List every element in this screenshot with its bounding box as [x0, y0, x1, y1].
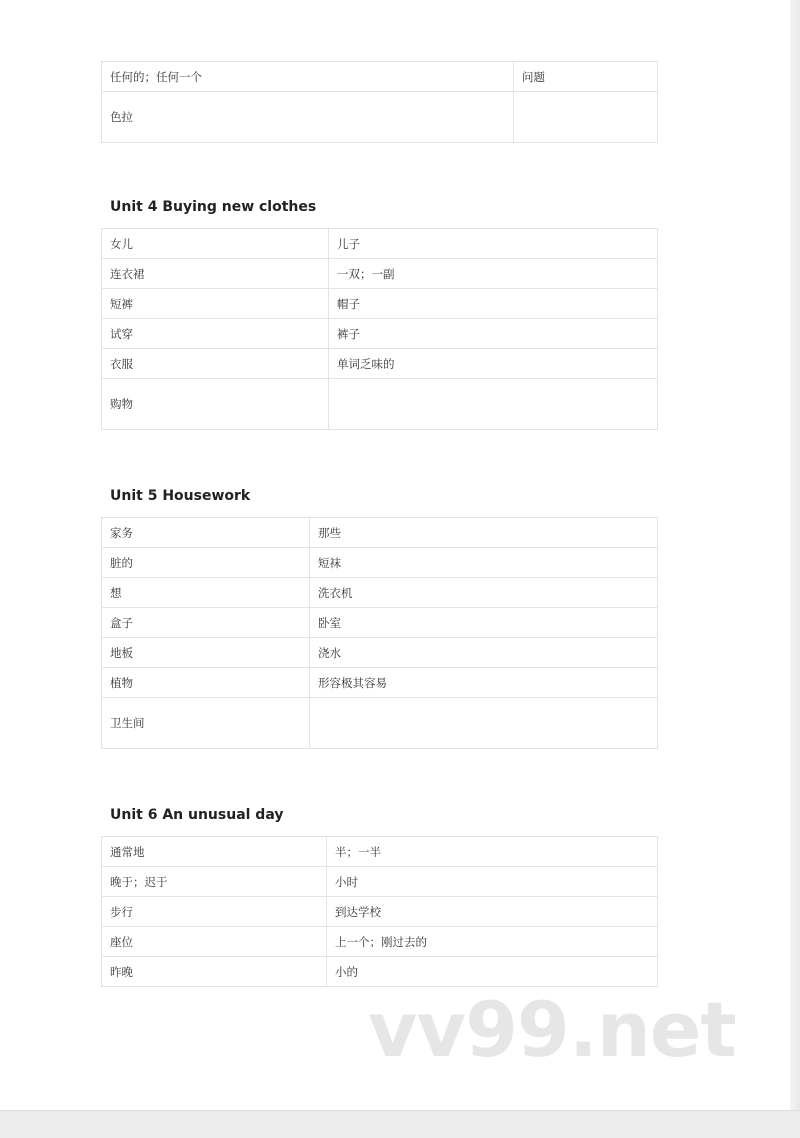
table-cell: 女儿	[102, 229, 329, 259]
unit5-title: Unit 5 Housework	[110, 488, 251, 504]
table-cell: 短裤	[102, 289, 329, 319]
table-row	[102, 349, 658, 379]
table-cell: 昨晚	[102, 957, 327, 987]
table-row	[102, 638, 658, 668]
table-cell: 地板	[102, 638, 310, 668]
table-cell: 裤子	[329, 319, 658, 349]
table-cell: 试穿	[102, 319, 329, 349]
table-row	[102, 698, 658, 749]
table-row	[102, 379, 658, 430]
table-cell: 洗衣机	[310, 578, 658, 608]
table-cell: 衣服	[102, 349, 329, 379]
table-row	[102, 608, 658, 638]
table-cell: 到达学校	[327, 897, 658, 927]
table-cell: 想	[102, 578, 310, 608]
table-cell: 小的	[327, 957, 658, 987]
table-cell: 通常地	[102, 837, 327, 867]
table-row	[102, 319, 658, 349]
page-bottom-edge	[0, 1110, 800, 1138]
table-cell: 卧室	[310, 608, 658, 638]
table-cell: 儿子	[329, 229, 658, 259]
table-cell: 座位	[102, 927, 327, 957]
table-cell: 单词乏味的	[329, 349, 658, 379]
table-row	[102, 668, 658, 698]
table-row	[102, 518, 658, 548]
page-right-edge	[790, 0, 800, 1110]
table-cell: 半；一半	[327, 837, 658, 867]
table-row	[102, 578, 658, 608]
table-cell: 一双；一副	[329, 259, 658, 289]
table-cell: 问题	[514, 62, 658, 92]
table-cell: 小时	[327, 867, 658, 897]
table-cell: 盒子	[102, 608, 310, 638]
table-cell	[310, 698, 658, 749]
table-cell: 脏的	[102, 548, 310, 578]
table-row	[102, 229, 658, 259]
table-row	[102, 289, 658, 319]
table-cell: 植物	[102, 668, 310, 698]
vocab-table-unit6	[101, 836, 658, 987]
table-cell	[514, 92, 658, 143]
vocab-table-unit5	[101, 517, 658, 749]
table-cell: 形容极其容易	[310, 668, 658, 698]
unit4-title: Unit 4 Buying new clothes	[110, 199, 317, 215]
table-cell: 上一个；刚过去的	[327, 927, 658, 957]
table-cell: 购物	[102, 379, 329, 430]
vocab-table-top	[101, 61, 658, 143]
table-row	[102, 867, 658, 897]
table-row	[102, 927, 658, 957]
vocab-table-unit4	[101, 228, 658, 430]
table-row	[102, 837, 658, 867]
table-row	[102, 259, 658, 289]
unit6-title: Unit 6 An unusual day	[110, 807, 284, 823]
table-cell: 那些	[310, 518, 658, 548]
table-cell: 帽子	[329, 289, 658, 319]
table-cell: 连衣裙	[102, 259, 329, 289]
table-cell: 家务	[102, 518, 310, 548]
table-row	[102, 62, 658, 92]
table-row	[102, 548, 658, 578]
watermark: vv99.net	[368, 985, 736, 1074]
table-row	[102, 897, 658, 927]
table-cell: 任何的；任何一个	[102, 62, 514, 92]
table-cell: 浇水	[310, 638, 658, 668]
table-row	[102, 957, 658, 987]
table-cell: 卫生间	[102, 698, 310, 749]
table-cell: 步行	[102, 897, 327, 927]
table-cell	[329, 379, 658, 430]
table-cell: 色拉	[102, 92, 514, 143]
table-row	[102, 92, 658, 143]
table-cell: 短袜	[310, 548, 658, 578]
table-cell: 晚于；迟于	[102, 867, 327, 897]
